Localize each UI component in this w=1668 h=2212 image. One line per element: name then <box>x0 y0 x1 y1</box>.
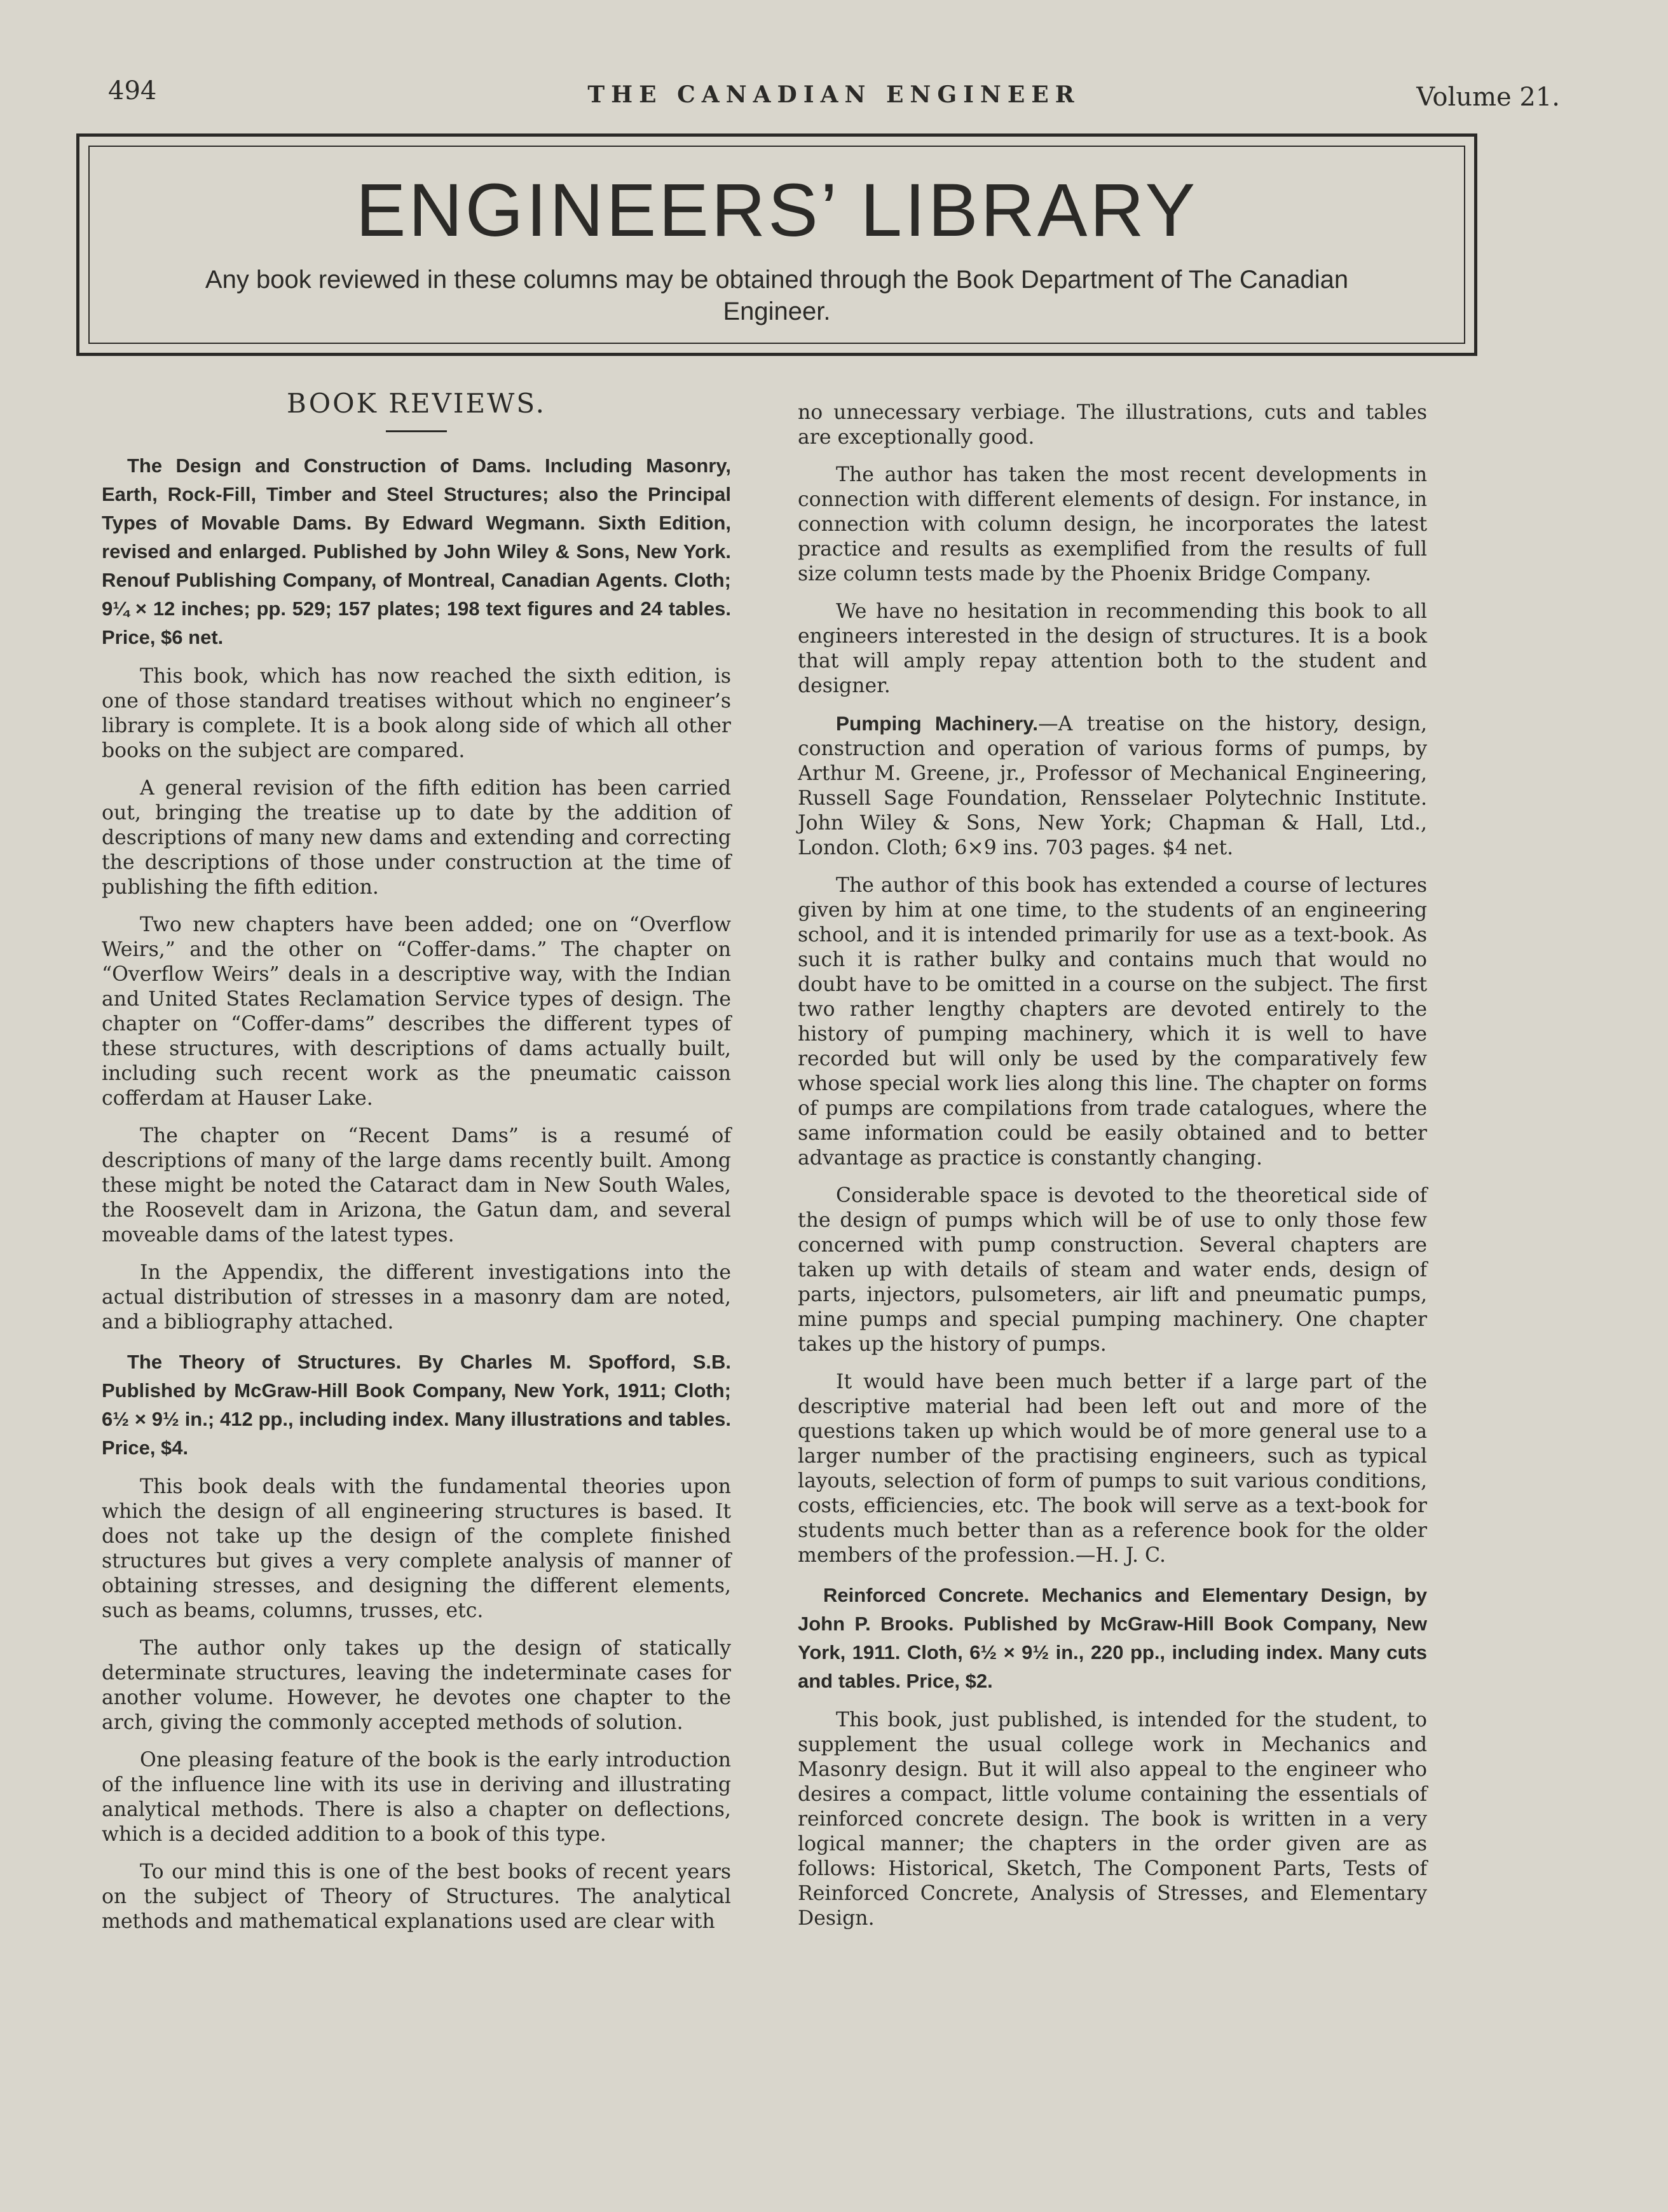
review-paragraph: We have no hesitation in recommending this book to all engineers interested in the design of structures. It is a book that will amply repay attention both to the student and designer. <box>798 600 1427 697</box>
heading-rule <box>386 430 447 432</box>
review-heading-concrete: Reinforced Concrete. Mechanics and Elementary Design, by John P. Brooks. Published by McGraw-Hill Book Company, New York, 1911. Cloth, 6½ × 9½ in., 220 pp., including index. Many cuts and tables. Price, $2. <box>798 1584 1427 1692</box>
review-heading-pumping <box>798 711 1427 861</box>
review-paragraph: Considerable space is devoted to the theoretical side of the design of pumps which will be of use to only those few concerned with pump construction. Several chapters are taken up with details of steam and water ends, design of parts, injectors, pulsometers, air lift and pneumatic pumps, mine pumps and special pumping machinery. One chapter takes up the history of pumps. <box>798 1184 1427 1356</box>
review-heading-structures: The Theory of Structures. By Charles M. Spofford, S.B. Published by McGraw-Hill Book Company, New York, 1911; Cloth; 6½ × 9½ in.; 412 pp., including index. Many illustrations and tables. Price, $4. <box>102 1351 731 1459</box>
review-paragraph: This book, which has now reached the sixth edition, is one of those standard treatises without which no engineer’s library is complete. It is a book along side of which all other books on the subject are compared. <box>102 665 731 762</box>
page-number: 494 <box>108 76 157 106</box>
review-paragraph: It would have been much better if a large part of the descriptive material had been left out and more of the questions taken up which would be of more general use to a larger number of the practising engineers, such as typical layouts, selection of form of pumps to suit various conditions, costs, efficiencies, etc. The book will serve as a text-book for students much better than as a reference book for the older members of the profession.—H. J. C. <box>798 1370 1427 1567</box>
masthead-title: ENGINEERS’ LIBRARY <box>355 168 1198 252</box>
running-head <box>108 76 1560 121</box>
review-paragraph: This book, just published, is intended for the student, to supplement the usual college work in Mechanics and Masonry design. But it will also appeal to the engineer who desires a compact, little volume containing the essentials of reinforced concrete design. The book is written in a very logical manner; the chapters in the order given are as follows: Historical, Sketch, The Component Parts, Tests of Reinforced Concrete, Analysis of Stresses, and Elementary Design. <box>798 1709 1427 1930</box>
review-paragraph: To our mind this is one of the best books of recent years on the subject of Theory of Structures. The analytical methods and mathematical explanations used are clear with <box>102 1860 731 1933</box>
volume-label: Volume 21. <box>1416 83 1560 112</box>
review-heading-dams: The Design and Construction of Dams. Including Masonry, Earth, Rock-Fill, Timber and Steel Structures; also the Principal Types of Movable Dams. By Edward Wegmann. Sixth Edition, revised and enlarged. Published by John Wiley & Sons, New York. Renouf Publishing Company, of Montreal, Canadian Agents. Cloth; 9¼ × 12 inches; pp. 529; 157 plates; 198 text figures and 24 tables. Price, $6 net. <box>102 454 731 648</box>
review-paragraph: The author only takes up the design of statically determinate structures, leaving the indeterminate cases for another volume. However, he devotes one chapter to the arch, giving the commonly accepted methods of solution. <box>102 1637 731 1734</box>
pumping-description: —A treatise on the history, design, construction and operation of various forms of pumps, by Arthur M. Greene, jr., Professor of Mechanical Engineering, Russell Sage Foundation, Rensselaer Polytechnic Institute. John Wiley & Sons, New York; Chapman & Hall, Ltd., London. Cloth; 6×9 ins. 703 pages. $4 net. <box>798 713 1427 859</box>
review-paragraph: The author has taken the most recent developments in connection with different elements of design. For instance, in connection with column design, he incorporates the latest practice and results as exemplified from the results of full size column tests made by the Phoenix Bridge Company. <box>798 463 1427 585</box>
review-paragraph: The chapter on “Recent Dams” is a resumé of descriptions of many of the large dams recently built. Among these might be noted the Cataract dam in New South Wales, the Roosevelt dam in Arizona, the Gatun dam, and several moveable dams of the latest types. <box>102 1124 731 1246</box>
section-heading: BOOK REVIEWS. <box>287 388 546 419</box>
right-column <box>798 400 1427 1944</box>
review-paragraph: The author of this book has extended a course of lectures given by him at one time, to the students of an engineering school, and it is intended primarily for use as a text-book. As such it is rather bulky and contains much that would no doubt have to be omitted in a course on the subject. The first two rather lengthy chapters are devoted entirely to the history of pumping machinery, which it is well to have recorded but will only be used by the comparatively few whose special work lies along this line. The chapter on forms of pumps are compilations from trade catalogues, where the same information could be easily obtained and to better advantage as practice is constantly changing. <box>798 874 1427 1170</box>
review-paragraph-continued: no unnecessary verbiage. The illustrations, cuts and tables are exceptionally good. <box>798 401 1427 449</box>
review-paragraph: A general revision of the fifth edition has been carried out, bringing the treatise up to date by the addition of descriptions of many new dams and extending and correcting the descriptions of those under construction at the time of publishing the fifth edition. <box>102 777 731 899</box>
pumping-title: Pumping Machinery. <box>836 712 1039 735</box>
review-paragraph: This book deals with the fundamental theories upon which the design of all engineering structures is based. It does not take up the design of the complete finished structures but gives a very complete analysis of manner of obtaining stresses, and designing the different elements, such as beams, columns, trusses, etc. <box>102 1475 731 1622</box>
masthead-subtitle: Any book reviewed in these columns may be obtained through the Book Department of The Canadian Engineer. <box>205 266 1349 325</box>
review-paragraph: Two new chapters have been added; one on “Overflow Weirs,” and the other on “Coffer-dams.” The chapter on “Overflow Weirs” deals in a descriptive way, with the Indian and United States Reclamation Service types of design. The chapter on “Coffer-dams” describes the different types of these structures, with descriptions of dams actually built, including such recent work as the pneumatic caisson cofferdam at Hauser Lake. <box>102 913 731 1110</box>
masthead-box <box>76 133 1477 356</box>
left-column <box>102 388 731 1947</box>
review-paragraph: One pleasing feature of the book is the early introduction of the influence line with its use in deriving and illustrating analytical methods. There is also a chapter on deflections, which is a decided addition to a book of this type. <box>102 1749 731 1846</box>
review-paragraph: In the Appendix, the different investigations into the actual distribution of stresses in a masonry dam are noted, and a bibliography attached. <box>102 1261 731 1334</box>
journal-title: THE CANADIAN ENGINEER <box>587 81 1081 108</box>
